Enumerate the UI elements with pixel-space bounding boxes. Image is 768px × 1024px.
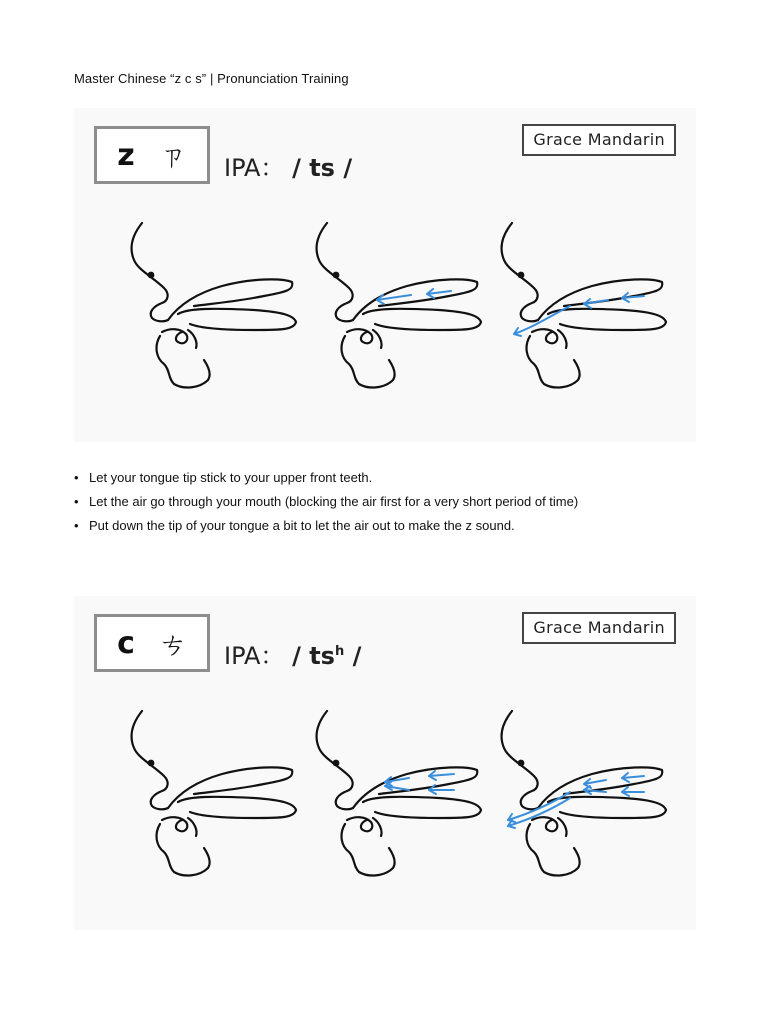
mouth-airflow-diagram-icon bbox=[74, 218, 696, 398]
document-title: Master Chinese “z c s” | Pronunciation Training bbox=[74, 71, 349, 86]
instruction-item: • Put down the tip of your tongue a bit to let the air out to make the z sound. bbox=[74, 514, 578, 538]
instruction-list bbox=[74, 466, 578, 538]
instruction-item: • Let the air go through your mouth (blocking the air first for a very short period of time) bbox=[74, 490, 578, 514]
ipa-transcription bbox=[224, 148, 352, 183]
diagram-stage-3 bbox=[502, 711, 666, 875]
brand-badge: Grace Mandarin bbox=[522, 124, 676, 156]
ipa-label: IPA： bbox=[224, 642, 285, 670]
zhuyin-symbol: ㄗ bbox=[158, 140, 187, 173]
ipa-close: / bbox=[344, 642, 362, 670]
pinyin-letter-box bbox=[94, 614, 210, 672]
diagram-stage-3 bbox=[502, 223, 666, 387]
ipa-label: IPA： bbox=[224, 154, 285, 182]
pinyin-letter: z bbox=[117, 137, 135, 173]
brand-badge: Grace Mandarin bbox=[522, 612, 676, 644]
diagram-stage-1 bbox=[132, 223, 296, 387]
diagram-stage-1 bbox=[132, 711, 296, 875]
pronunciation-card-c bbox=[74, 596, 696, 930]
ipa-main: / ts bbox=[292, 642, 335, 670]
instruction-item: • Let your tongue tip stick to your upper front teeth. bbox=[74, 466, 578, 490]
pinyin-letter: c bbox=[117, 625, 135, 661]
ipa-value: / ts / bbox=[292, 154, 353, 182]
ipa-value bbox=[292, 642, 361, 670]
mouth-airflow-diagram-icon bbox=[74, 706, 696, 886]
zhuyin-symbol: ㄘ bbox=[158, 628, 187, 661]
ipa-transcription bbox=[224, 636, 361, 671]
diagram-stage-2 bbox=[317, 711, 481, 875]
ipa-aspiration-mark: h bbox=[334, 644, 345, 659]
diagram-stage-2 bbox=[317, 223, 481, 387]
pronunciation-card-z bbox=[74, 108, 696, 442]
pinyin-letter-box bbox=[94, 126, 210, 184]
